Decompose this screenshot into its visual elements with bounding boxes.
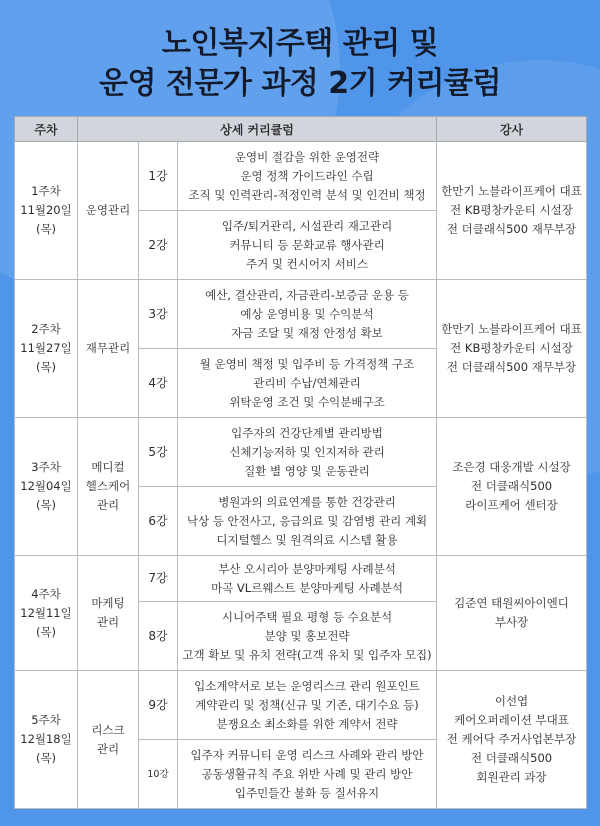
week-cell: 2주차 11월27일 (목) [15,280,78,418]
lecture-number: 4강 [139,349,178,418]
lecture-number: 5강 [139,418,178,487]
lecture-number: 7강 [139,556,178,602]
table-row [15,671,587,740]
lecture-detail: 입소계약서로 보는 운영리스크 관리 원포인트 계약관리 및 정책(신규 및 기존, 대기수요 등) 분쟁요소 최소화를 위한 계약서 전략 [178,671,437,740]
table-row [15,418,587,487]
lecture-detail: 운영비 절감을 위한 운영전략 운영 정책 가이드라인 수립 조직 및 인력관리-적정인력 분석 및 인건비 책정 [178,142,437,211]
instructor-cell: 한만기 노블라이프케어 대표 전 KB평창카운티 시설장 전 더클래식500 재무부장 [437,142,587,280]
lecture-detail: 부산 오시리아 분양마케팅 사례분석 마곡 VL르웨스트 분양마케팅 사례분석 [178,556,437,602]
lecture-detail: 입주자의 건강단계별 관리방법 신체기능저하 및 인지저하 관리 질환 별 영양 및 운동관리 [178,418,437,487]
topic-cell: 메디컬 헬스케어 관리 [78,418,139,556]
week-cell: 3주차 12월04일 (목) [15,418,78,556]
lecture-detail: 입주/퇴거관리, 시설관리 재고관리 커뮤니티 등 문화교류 행사관리 주거 및 컨시어지 서비스 [178,211,437,280]
lecture-number: 8강 [139,602,178,671]
instructor-cell: 이선엽 케어오퍼레이션 부대표 전 케어닥 주거사업본부장 전 더클래식500 회원관리 과장 [437,671,587,809]
header-detail: 상세 커리큘럼 [78,117,437,142]
topic-cell: 운영관리 [78,142,139,280]
title-line-2: 운영 전문가 과정 2기 커리큘럼 [99,66,501,101]
lecture-detail: 예산, 결산관리, 자금관리-보증금 운용 등 예상 운영비용 및 수익분석 자금 조달 및 재정 안정성 확보 [178,280,437,349]
page-title [0,24,600,104]
lecture-detail: 병원과의 의료연계를 통한 건강관리 낙상 등 안전사고, 응급의료 및 감염병 관리 계획 디지털헬스 및 원격의료 시스템 활용 [178,487,437,556]
topic-cell: 리스크 관리 [78,671,139,809]
lecture-detail: 월 운영비 책정 및 입주비 등 가격정책 구조 관리비 수납/연체관리 위탁운영 조건 및 수익분배구조 [178,349,437,418]
lecture-number: 9강 [139,671,178,740]
week-cell: 4주차 12월11일 (목) [15,556,78,671]
table-row [15,280,587,349]
lecture-detail: 입주자 커뮤니티 운영 리스크 사례와 관리 방안 공동생활규칙 주요 위반 사례 및 관리 방안 입주민들간 불화 등 질서유지 [178,740,437,809]
lecture-number: 6강 [139,487,178,556]
instructor-cell: 김준연 태원씨아이엔디 부사장 [437,556,587,671]
title-line-1: 노인복지주택 관리 및 [161,26,439,61]
lecture-number: 2강 [139,211,178,280]
instructor-cell: 한만기 노블라이프케어 대표 전 KB평창카운티 시설장 전 더클래식500 재무부장 [437,280,587,418]
header-instructor: 강사 [437,117,587,142]
week-cell: 5주차 12월18일 (목) [15,671,78,809]
table-row [15,142,587,211]
topic-cell: 마케팅 관리 [78,556,139,671]
week-cell: 1주차 11월20일 (목) [15,142,78,280]
lecture-number: 10강 [139,740,178,809]
instructor-cell: 조은경 대웅개발 시설장 전 더클래식500 라이프케어 센터장 [437,418,587,556]
curriculum-table [14,116,587,809]
lecture-detail: 시니어주택 필요 평형 등 수요분석 분양 및 홍보전략 고객 확보 및 유치 전략(고객 유치 및 입주자 모집) [178,602,437,671]
table-header-row [15,117,587,142]
lecture-number: 3강 [139,280,178,349]
table-row [15,556,587,602]
header-week: 주차 [15,117,78,142]
lecture-number: 1강 [139,142,178,211]
topic-cell: 재무관리 [78,280,139,418]
